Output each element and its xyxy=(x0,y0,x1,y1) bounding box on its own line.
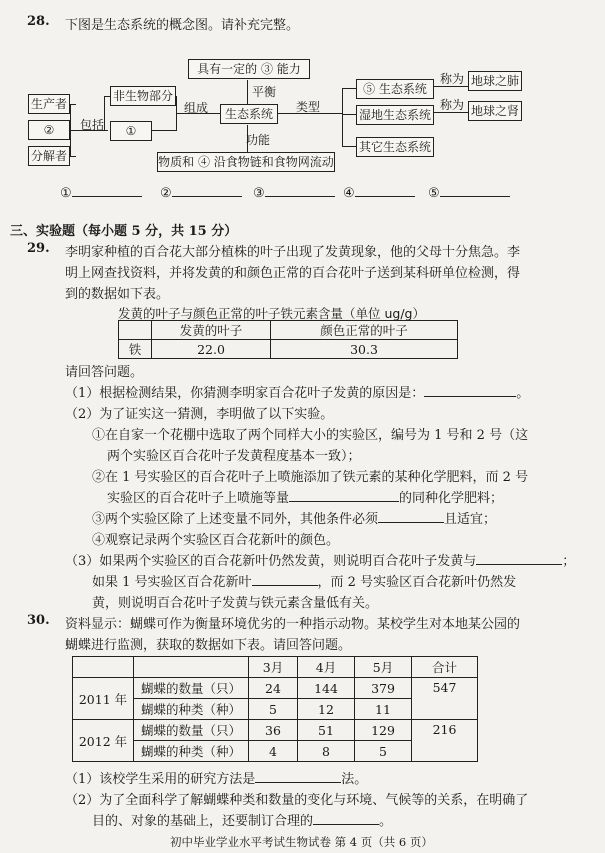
q30-sub-1: （1）该校学生采用的研究方法是 法。 xyxy=(65,772,368,787)
iron-table-header-yellow: 发黄的叶子 xyxy=(152,321,271,340)
page-footer: 初中毕业学业水平考试生物试卷 第 4 页（共 6 页） xyxy=(170,835,433,849)
iron-table xyxy=(118,320,458,359)
iron-table-header-normal: 颜色正常的叶子 xyxy=(271,321,458,340)
bt-2012-kinds-may: 5 xyxy=(355,741,412,762)
bt-2011-kinds-label: 蝴蝶的种类（种） xyxy=(134,699,249,720)
q28-prompt: 下图是生态系统的概念图。请补充完整。 xyxy=(65,18,300,33)
bt-2012-count-label: 蝴蝶的数量（只） xyxy=(134,720,249,741)
q29-step-3: ③两个实验区除了上述变量不同外，其他条件必须 且适宜； xyxy=(92,512,497,527)
q30-sub-2b: 目的、对象的基础上，还要制订合理的 。 xyxy=(92,814,393,829)
q29-number: 29. xyxy=(27,241,50,256)
answer-2[interactable]: ② xyxy=(160,186,242,201)
bt-2012-kinds-label: 蝴蝶的种类（种） xyxy=(134,741,249,762)
blank-1-box: ① xyxy=(110,121,152,141)
bt-2012-kinds-mar: 4 xyxy=(249,741,298,762)
q30-blank-2[interactable] xyxy=(313,824,379,825)
iron-table-yellow-value: 22.0 xyxy=(152,340,271,359)
q30-line-2: 蝴蝶进行监测，获取的数据如下表。请回答问题。 xyxy=(65,638,352,653)
bt-header-mar: 3月 xyxy=(249,657,298,678)
bt-2012-count-may: 129 xyxy=(355,720,412,741)
label-balance: 平衡 xyxy=(252,85,277,99)
q30-line-1: 资料显示：蝴蝶可作为衡量环境优劣的一种指示动物。某校学生对本地某公园的 xyxy=(65,617,521,632)
section-title: 三、实验题（每小题 5 分，共 15 分） xyxy=(10,224,238,239)
bt-2011-kinds-apr: 12 xyxy=(298,699,355,720)
label-include: 包括 xyxy=(80,118,105,132)
label-type: 类型 xyxy=(296,100,321,114)
answer-5[interactable]: ⑤ xyxy=(428,186,510,201)
q30-blank-1[interactable] xyxy=(255,782,341,783)
top-box: 具有一定的 ③ 能力 xyxy=(188,59,310,79)
q29-step-1a: ①在自家一个花棚中选取了两个同样大小的实验区，编号为 1 号和 2 号（这 xyxy=(92,428,529,443)
q29-blank-1[interactable] xyxy=(424,396,516,397)
bt-year-2011: 2011 年 xyxy=(73,678,134,720)
bt-header-total: 合计 xyxy=(412,657,478,678)
q30-number: 30. xyxy=(27,613,50,628)
bt-2012-count-mar: 36 xyxy=(249,720,298,741)
answer-1[interactable]: ① xyxy=(60,186,142,201)
q29-blank-5[interactable] xyxy=(252,585,318,586)
label-compose: 组成 xyxy=(184,101,209,115)
q30-sub-2a: （2）为了全面科学了解蝴蝶种类和数量的变化与环境、气候等的关系，在明确了 xyxy=(65,793,529,808)
q29-line-2: 明上网查找资料，并将发黄的和颜色正常的百合花叶子送到某科研单位检测，得 xyxy=(65,266,521,281)
q29-sub-3b: 如果 1 号实验区百合花新叶 ，而 2 号实验区百合花新叶仍然发 xyxy=(92,575,517,590)
nonbio-box: 非生物部分 xyxy=(110,86,176,106)
q29-blank-4[interactable] xyxy=(476,564,562,565)
answer-4[interactable]: ④ xyxy=(343,186,415,201)
bt-2012-kinds-apr: 8 xyxy=(298,741,355,762)
label-called-1: 称为 xyxy=(440,72,465,86)
decomposer-box: 分解者 xyxy=(28,146,70,166)
q29-sub-2: （2）为了证实这一猜测，李明做了以下实验。 xyxy=(65,407,334,422)
answer-3[interactable]: ③ xyxy=(253,186,335,201)
producer-box: 生产者 xyxy=(28,94,70,114)
bt-2011-kinds-mar: 5 xyxy=(249,699,298,720)
q29-sub-3c: 黄，则说明百合花叶子发黄与铁元素含量低有关。 xyxy=(92,596,379,611)
bt-2011-count-label: 蝴蝶的数量（只） xyxy=(134,678,249,699)
wetland-box: 湿地生态系统 xyxy=(356,105,434,125)
q29-step-2b: 实验区的百合花叶子上喷施等量 的同种化学肥料； xyxy=(107,491,504,506)
bt-header-corner-2 xyxy=(134,657,249,678)
bt-header-apr: 4月 xyxy=(298,657,355,678)
bt-2012-total: 216 xyxy=(412,720,478,762)
q29-blank-2[interactable] xyxy=(289,501,399,502)
q28-number: 28. xyxy=(27,14,50,29)
bt-year-2012: 2012 年 xyxy=(73,720,134,762)
q29-blank-3[interactable] xyxy=(378,522,444,523)
lung-box: 地球之肺 xyxy=(468,71,522,91)
label-called-2: 称为 xyxy=(440,98,465,112)
bt-2011-total: 547 xyxy=(412,678,478,720)
bt-2011-kinds-may: 11 xyxy=(355,699,412,720)
label-function: 功能 xyxy=(246,133,271,147)
q29-line-3: 到的数据如下表。 xyxy=(65,287,170,302)
q29-step-1b: 两个实验区百合花叶子发黄程度基本一致）； xyxy=(107,449,361,464)
bt-2012-count-apr: 51 xyxy=(298,720,355,741)
ecosystem-box: 生态系统 xyxy=(220,104,278,124)
bt-header-may: 5月 xyxy=(355,657,412,678)
kidney-box: 地球之肾 xyxy=(468,101,522,121)
type-5-box: ⑤ 生态系统 xyxy=(356,79,434,99)
q29-step-4: ④观察记录两个实验区百合花新叶的颜色。 xyxy=(92,533,340,548)
iron-table-normal-value: 30.3 xyxy=(271,340,458,359)
q29-ask: 请回答问题。 xyxy=(65,365,144,380)
iron-table-row-label: 铁 xyxy=(119,340,152,359)
blank-2-box: ② xyxy=(28,120,70,140)
q29-line-1: 李明家种植的百合花大部分植株的叶子出现了发黄现象，他的父母十分焦急。李 xyxy=(65,245,521,260)
bt-2011-count-apr: 144 xyxy=(298,678,355,699)
q29-table-title: 发黄的叶子与颜色正常的叶子铁元素含量（单位 ug/g） xyxy=(118,306,425,321)
butterfly-table xyxy=(72,656,478,762)
bt-2011-count-mar: 24 xyxy=(249,678,298,699)
iron-table-corner xyxy=(119,321,152,340)
function-box: 物质和 ④ 沿食物链和食物网流动 xyxy=(157,152,335,172)
q29-step-2a: ②在 1 号实验区的百合花叶子上喷施添加了铁元素的某种化学肥料，而 2 号 xyxy=(92,470,529,485)
other-box: 其它生态系统 xyxy=(356,137,434,157)
bt-header-corner-1 xyxy=(73,657,134,678)
q29-sub-3a: （3）如果两个实验区的百合花新叶仍然发黄，则说明百合花叶子发黄与 ； xyxy=(65,554,576,569)
q29-sub-1: （1）根据检测结果，你猜测李明家百合花叶子发黄的原因是： 。 xyxy=(65,386,530,401)
bt-2011-count-may: 379 xyxy=(355,678,412,699)
